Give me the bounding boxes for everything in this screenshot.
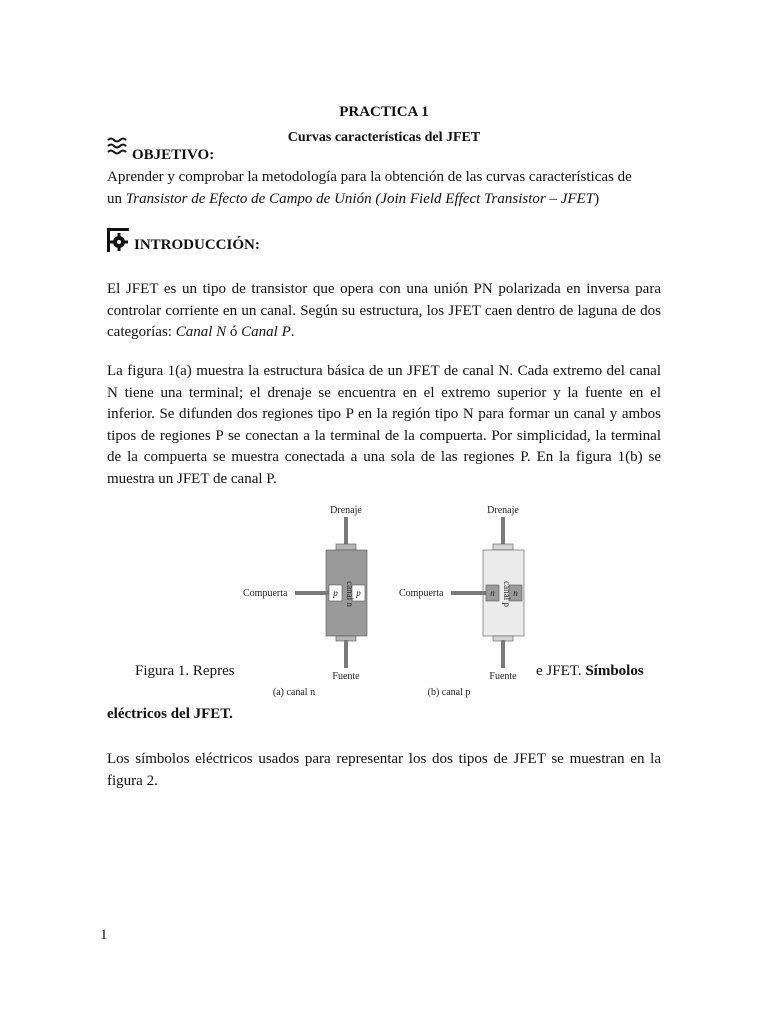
drain-contact-a — [336, 544, 356, 550]
figure-a-label: (a) canal n — [272, 687, 316, 698]
introduccion-heading: INTRODUCCIÓN: — [134, 237, 260, 253]
caption-bold-text: Símbolos — [585, 663, 644, 679]
page-title: PRACTICA 1 — [339, 104, 429, 120]
intro-paragraph-2: La figura 1(a) muestra la estructura básica de un JFET de canal N. Cada extremo del canal N tiene una terminal; el drenaje se encuentra en el extremo superior y la fuente en el inferior. Se difunden dos regiones tipo P en la región tipo N para formar un canal y ambos tipos de regiones P se conectan a la terminal de la compuerta. Por simplicidad, la terminal de la compuerta se muestra conectada a una sola de las regiones P. En la figura 1(b) se muestra un JFET de canal P. — [107, 363, 661, 487]
objetivo-suffix: ) — [594, 190, 600, 207]
source-label-a: Fuente — [332, 671, 360, 682]
figure-caption-start: Figura 1. Repres — [135, 663, 235, 679]
intro-paragraph-3: Los símbolos eléctricos usados para representar los dos tipos de JFET se muestran en la figura 2. — [107, 751, 661, 789]
n-channel-jfet — [243, 505, 367, 698]
gate-label-b: Compuerta — [399, 588, 444, 599]
p1-italic-canal-n: Canal N — [175, 324, 227, 340]
p1-main: El JFET es un tipo de transistor que opera con una unión PN polarizada en inversa para controlar corriente en un canal. Según su estructura, los JFET caen dentro de laguna de dos categorías: — [107, 281, 661, 340]
jfet-structure-figure — [235, 500, 535, 705]
gate-label-a: Compuerta — [243, 588, 288, 599]
n-label-left: n — [490, 588, 495, 598]
objetivo-heading: OBJETIVO: — [132, 147, 215, 163]
drain-label-b: Drenaje — [487, 505, 519, 516]
objetivo-text — [107, 167, 661, 210]
figure-caption-tail — [536, 663, 644, 680]
objetivo-italic: Transistor de Efecto de Campo de Unión (Join Field Effect Transistor – JFET — [125, 190, 595, 207]
p1-mid: ó — [226, 324, 242, 340]
drain-terminal-b — [501, 517, 505, 545]
page-number: 1 — [100, 927, 108, 943]
p1-italic-canal-p: Canal P — [241, 324, 291, 340]
gear-icon — [107, 228, 129, 252]
source-terminal-b — [501, 640, 505, 668]
drain-label-a: Drenaje — [330, 505, 362, 516]
intro-paragraph-1 — [107, 279, 661, 344]
p-label-right: p — [356, 588, 361, 598]
gate-terminal-a — [295, 591, 329, 595]
objetivo-line1: Aprender y comprobar la metodología para la obtención de las curvas características de — [107, 169, 632, 185]
figure-caption-line2: eléctricos del JFET. — [107, 706, 233, 722]
drain-contact-b — [493, 544, 513, 550]
source-terminal-a — [344, 640, 348, 668]
channel-label-b: canal p — [502, 581, 512, 607]
channel-label-a: canal n — [345, 581, 355, 607]
drain-terminal-a — [344, 517, 348, 545]
caption-tail-text: e JFET. — [536, 663, 586, 679]
objetivo-prefix: un — [107, 190, 126, 207]
n-label-right: n — [513, 588, 518, 598]
source-label-b: Fuente — [489, 671, 517, 682]
p-channel-jfet — [399, 505, 524, 698]
figure-b-label: (b) canal p — [427, 687, 471, 698]
p1-end: . — [290, 324, 295, 340]
page-subtitle: Curvas características del JFET — [287, 130, 481, 145]
gate-terminal-b — [451, 591, 486, 595]
objetivo-line2 — [107, 189, 661, 211]
wave-icon — [107, 136, 129, 158]
p-label-left: p — [333, 588, 338, 598]
jfet-structure-diagram — [235, 500, 535, 705]
